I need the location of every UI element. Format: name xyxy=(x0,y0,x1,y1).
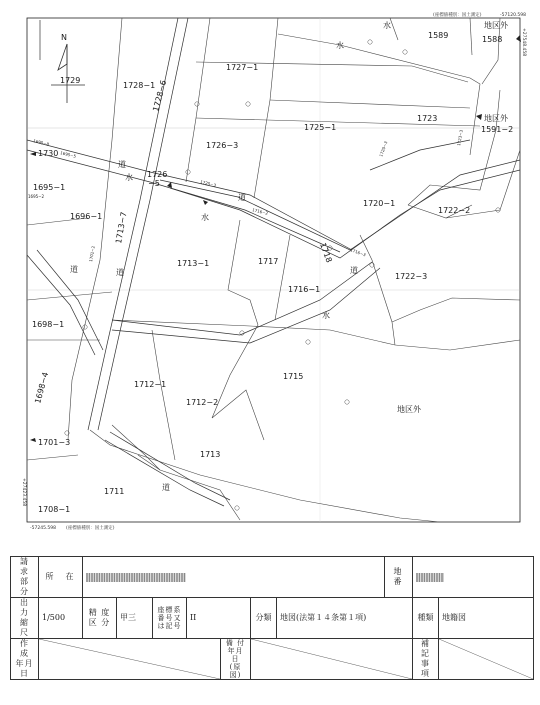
lot-1718: 1718 xyxy=(318,241,334,264)
lot-1722-3: 1722−3 xyxy=(395,272,428,281)
void-diagonal xyxy=(39,639,220,679)
lot-1698-4: 1698−4 xyxy=(33,371,51,405)
lot-1722-2: 1722−2 xyxy=(438,206,471,215)
classification-label: 分類 xyxy=(251,598,277,639)
redacted-location xyxy=(86,573,186,582)
lot-1712-2: 1712−2 xyxy=(186,398,219,407)
lot-1713: 1713 xyxy=(200,450,221,459)
small-lot: 1695−5 xyxy=(59,150,77,159)
form-row-request xyxy=(11,557,534,598)
type-value: 地籍図 xyxy=(439,598,534,639)
lot-1588: 1588 xyxy=(482,35,503,44)
lot-1720-1: 1720−1 xyxy=(363,199,396,208)
coord-system-value: II xyxy=(187,598,251,639)
small-lot: 1725−3 xyxy=(199,179,217,188)
request-part-label: 請 求 部 分 xyxy=(11,557,39,598)
lot-1730: 1730 xyxy=(38,149,59,158)
outside-label: 地区外 xyxy=(484,21,508,30)
accuracy-label: 精 度 区 分 xyxy=(83,598,117,639)
void-diagonal xyxy=(251,639,412,679)
water-label: 水 xyxy=(125,173,133,182)
lot-1712-1: 1712−1 xyxy=(134,380,167,389)
small-lot: 1720−3 xyxy=(378,140,389,158)
lot-1728-1: 1728−1 xyxy=(123,81,156,90)
record-form-table xyxy=(10,556,534,680)
accuracy-value: 甲三 xyxy=(117,598,153,639)
small-lot: 1716−3 xyxy=(349,247,367,258)
road-label: 道 xyxy=(350,266,358,275)
small-lot: 1695−8 xyxy=(32,138,50,147)
supplementary-value xyxy=(439,639,534,680)
lot-1695-1: 1695−1 xyxy=(33,183,66,192)
water-label: 水 xyxy=(336,41,344,50)
north-label: N xyxy=(61,33,67,42)
location-value xyxy=(83,557,385,598)
water-label: 水 xyxy=(322,311,330,320)
created-date-label: 作 成 年月日 xyxy=(11,639,39,680)
lot-1726-3: 1726−3 xyxy=(206,141,239,150)
created-date-value xyxy=(39,639,221,680)
coord-note-top: (座標値種別：国土測定) xyxy=(433,13,482,18)
lot-1701-3: 1701−3 xyxy=(38,438,71,447)
lot-1726-5b: −5 xyxy=(148,179,160,188)
coord-bottom-left: -57245.598 xyxy=(30,526,56,531)
lot-1589: 1589 xyxy=(428,31,449,40)
small-lot: 1723−3 xyxy=(456,129,464,147)
parcel-boundaries xyxy=(27,18,520,522)
coord-left-side: +27423.458 xyxy=(21,478,26,507)
coord-system-label: 座標系 番号又 は記号 xyxy=(153,598,187,639)
road-label: 道 xyxy=(162,483,170,492)
road-label: 道 xyxy=(238,193,246,202)
road-label: 道 xyxy=(118,160,126,169)
lot-1716-1: 1716−1 xyxy=(288,285,321,294)
road-label: 道 xyxy=(70,265,78,274)
outside-label: 地区外 xyxy=(397,405,421,414)
classification-value: 地図(法第１４条第１項) xyxy=(277,598,413,639)
lot-1725-1: 1725−1 xyxy=(304,123,337,132)
output-scale-label: 出 力 縮 尺 xyxy=(11,598,39,639)
outside-label: 地区外 xyxy=(484,114,508,123)
lot-number-label: 地 番 xyxy=(385,557,413,598)
supplementary-label: 補 記 事 項 xyxy=(413,639,439,680)
water-label: 水 xyxy=(201,213,209,222)
lot-1728-6: 1728−6 xyxy=(151,79,169,113)
coord-right-side: +27548.458 xyxy=(521,28,526,57)
lot-1698-1: 1698−1 xyxy=(32,320,65,329)
lot-1591-2: 1591−2 xyxy=(481,125,514,134)
boundary-markers xyxy=(65,40,500,510)
lot-1723: 1723 xyxy=(417,114,438,123)
form-row-dates xyxy=(11,639,534,680)
coord-note-bottom: (座標値種別：国土測定) xyxy=(66,526,115,531)
installed-date-label: 備 付 年月日 (原図) xyxy=(221,639,251,680)
lot-number-value xyxy=(413,557,534,598)
lot-1711: 1711 xyxy=(104,487,125,496)
road-label: 道 xyxy=(116,268,124,277)
lot-1708-1: 1708−1 xyxy=(38,505,71,514)
form-row-output xyxy=(11,598,534,639)
output-scale-value: 1/500 xyxy=(39,598,83,639)
type-label: 種類 xyxy=(413,598,439,639)
small-lot: 1716−2 xyxy=(251,207,269,216)
water-label: 水 xyxy=(383,21,391,30)
land-labels xyxy=(70,20,509,492)
map-frame xyxy=(27,18,520,522)
lot-1729: 1729 xyxy=(60,76,81,85)
coord-top-right: -57120.598 xyxy=(500,13,526,18)
lot-1713-1: 1713−1 xyxy=(177,259,210,268)
arrow-markers xyxy=(30,35,521,442)
lot-1727-1: 1727−1 xyxy=(226,63,259,72)
lot-1713-7: 1713−7 xyxy=(114,211,129,245)
installed-date-value xyxy=(251,639,413,680)
redacted-lot-number xyxy=(416,573,444,582)
lot-1717: 1717 xyxy=(258,257,279,266)
lot-1696-1: 1696−1 xyxy=(70,212,103,221)
lot-labels xyxy=(32,31,513,514)
small-lot: 1695−2 xyxy=(28,194,45,199)
small-lot: 1701−2 xyxy=(88,245,96,263)
lot-1726-5a: 1726 xyxy=(147,170,168,179)
location-label: 所 在 xyxy=(39,557,83,598)
lot-1715: 1715 xyxy=(283,372,304,381)
north-arrow-icon xyxy=(51,44,85,103)
void-diagonal xyxy=(439,639,533,679)
